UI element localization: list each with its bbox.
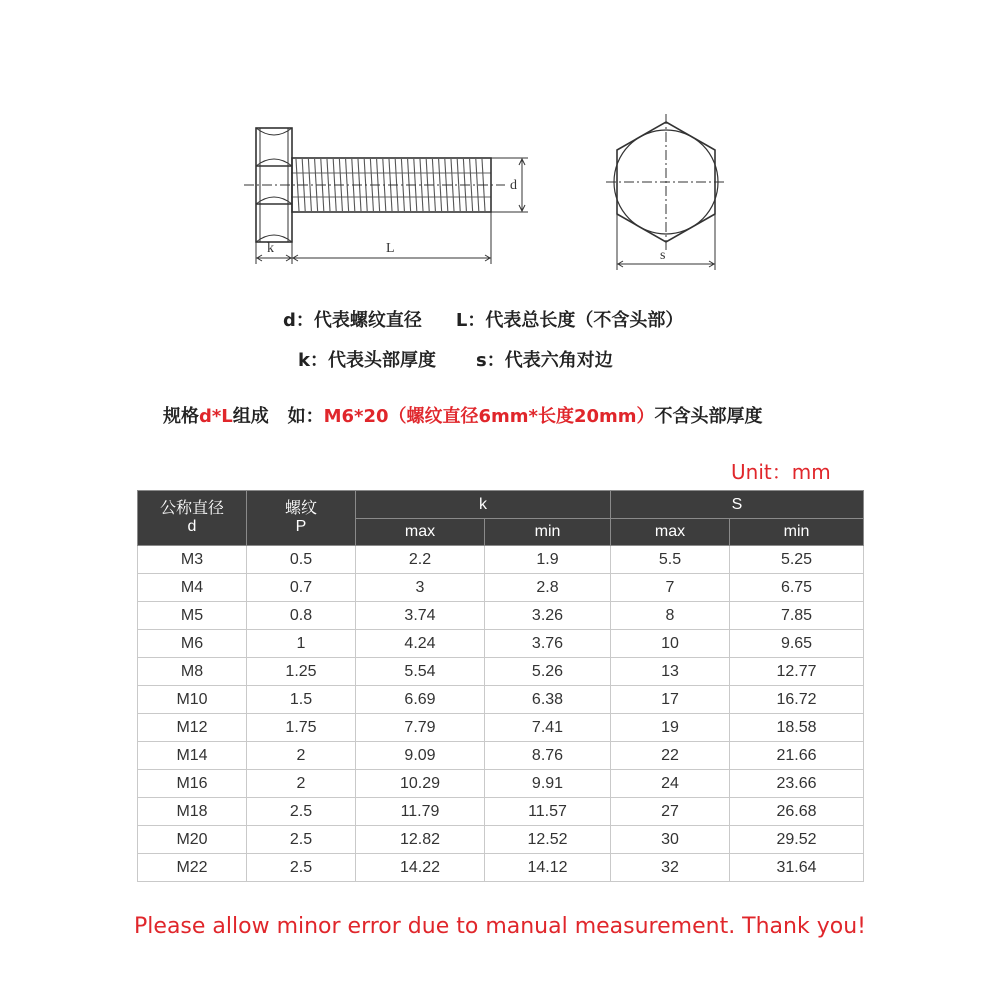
cell-pitch: 2.5 bbox=[247, 826, 356, 854]
table-row bbox=[138, 714, 864, 742]
cell-k-max: 11.79 bbox=[356, 798, 485, 826]
cell-diameter: M22 bbox=[138, 854, 247, 882]
unit-label: Unit：mm bbox=[731, 460, 831, 484]
cell-diameter: M20 bbox=[138, 826, 247, 854]
header-pitch-p: P bbox=[295, 518, 307, 535]
cell-k-min: 14.12 bbox=[485, 854, 611, 882]
label-d: d bbox=[510, 178, 517, 193]
cell-s-min: 18.58 bbox=[730, 714, 864, 742]
cell-k-max: 2.2 bbox=[356, 546, 485, 574]
cell-pitch: 2 bbox=[247, 770, 356, 798]
legend-k: k：代表头部厚度 bbox=[298, 350, 436, 371]
cell-s-min: 31.64 bbox=[730, 854, 864, 882]
cell-k-min: 3.76 bbox=[485, 630, 611, 658]
cell-k-min: 11.57 bbox=[485, 798, 611, 826]
size-table bbox=[137, 490, 864, 882]
legend-s: s：代表六角对边 bbox=[475, 350, 613, 371]
cell-diameter: M10 bbox=[138, 686, 247, 714]
legend-d: d：代表螺纹直径 bbox=[283, 310, 422, 331]
spec-suffix: 不含头部厚度 bbox=[654, 406, 763, 427]
cell-k-max: 12.82 bbox=[356, 826, 485, 854]
header-k: k bbox=[356, 491, 611, 519]
cell-diameter: M12 bbox=[138, 714, 247, 742]
cell-s-max: 24 bbox=[611, 770, 730, 798]
cell-s-max: 10 bbox=[611, 630, 730, 658]
cell-pitch: 1.75 bbox=[247, 714, 356, 742]
table-row bbox=[138, 630, 864, 658]
label-k: k bbox=[267, 241, 274, 256]
spec-dl: d*L bbox=[199, 406, 233, 427]
table-row bbox=[138, 798, 864, 826]
cell-k-max: 14.22 bbox=[356, 854, 485, 882]
cell-k-min: 12.52 bbox=[485, 826, 611, 854]
cell-s-max: 5.5 bbox=[611, 546, 730, 574]
header-s: S bbox=[611, 491, 864, 519]
header-pitch bbox=[247, 491, 356, 546]
cell-s-max: 17 bbox=[611, 686, 730, 714]
cell-pitch: 2.5 bbox=[247, 798, 356, 826]
cell-pitch: 1 bbox=[247, 630, 356, 658]
cell-diameter: M6 bbox=[138, 630, 247, 658]
cell-k-min: 5.26 bbox=[485, 658, 611, 686]
cell-k-min: 9.91 bbox=[485, 770, 611, 798]
cell-diameter: M4 bbox=[138, 574, 247, 602]
cell-s-min: 29.52 bbox=[730, 826, 864, 854]
cell-diameter: M16 bbox=[138, 770, 247, 798]
legend-line-1 bbox=[283, 306, 683, 332]
cell-pitch: 0.7 bbox=[247, 574, 356, 602]
cell-s-min: 9.65 bbox=[730, 630, 864, 658]
cell-s-min: 26.68 bbox=[730, 798, 864, 826]
cell-s-max: 7 bbox=[611, 574, 730, 602]
cell-k-max: 7.79 bbox=[356, 714, 485, 742]
cell-k-min: 7.41 bbox=[485, 714, 611, 742]
cell-k-min: 3.26 bbox=[485, 602, 611, 630]
cell-s-min: 16.72 bbox=[730, 686, 864, 714]
cell-s-max: 27 bbox=[611, 798, 730, 826]
cell-pitch: 1.5 bbox=[247, 686, 356, 714]
header-pitch-cn: 螺纹 bbox=[284, 500, 317, 517]
table-row bbox=[138, 686, 864, 714]
cell-pitch: 2.5 bbox=[247, 854, 356, 882]
disclaimer-note: Please allow minor error due to manual measurement. Thank you! bbox=[134, 914, 866, 939]
cell-k-max: 3.74 bbox=[356, 602, 485, 630]
cell-s-max: 8 bbox=[611, 602, 730, 630]
bolt-diagram bbox=[0, 0, 1000, 290]
table-row bbox=[138, 546, 864, 574]
cell-k-min: 8.76 bbox=[485, 742, 611, 770]
spec-line bbox=[163, 402, 763, 428]
cell-s-max: 32 bbox=[611, 854, 730, 882]
cell-s-min: 5.25 bbox=[730, 546, 864, 574]
cell-pitch: 0.5 bbox=[247, 546, 356, 574]
cell-k-max: 4.24 bbox=[356, 630, 485, 658]
cell-k-max: 10.29 bbox=[356, 770, 485, 798]
header-k-max: max bbox=[356, 519, 485, 546]
cell-diameter: M8 bbox=[138, 658, 247, 686]
cell-s-max: 30 bbox=[611, 826, 730, 854]
cell-s-min: 7.85 bbox=[730, 602, 864, 630]
cell-k-min: 6.38 bbox=[485, 686, 611, 714]
cell-diameter: M5 bbox=[138, 602, 247, 630]
cell-s-max: 22 bbox=[611, 742, 730, 770]
table-row bbox=[138, 770, 864, 798]
cell-s-min: 21.66 bbox=[730, 742, 864, 770]
table-row bbox=[138, 742, 864, 770]
cell-k-max: 6.69 bbox=[356, 686, 485, 714]
header-s-min: min bbox=[730, 519, 864, 546]
cell-k-max: 5.54 bbox=[356, 658, 485, 686]
cell-diameter: M18 bbox=[138, 798, 247, 826]
table-row bbox=[138, 574, 864, 602]
cell-diameter: M3 bbox=[138, 546, 247, 574]
spec-mid: 组成 如： bbox=[232, 406, 324, 427]
header-nominal-cn: 公称直径 bbox=[159, 500, 224, 517]
cell-s-min: 12.77 bbox=[730, 658, 864, 686]
cell-k-max: 9.09 bbox=[356, 742, 485, 770]
table-row bbox=[138, 602, 864, 630]
cell-k-min: 2.8 bbox=[485, 574, 611, 602]
cell-diameter: M14 bbox=[138, 742, 247, 770]
cell-pitch: 1.25 bbox=[247, 658, 356, 686]
header-nominal-diameter bbox=[138, 491, 247, 546]
header-s-max: max bbox=[611, 519, 730, 546]
header-k-min: min bbox=[485, 519, 611, 546]
legend-line-2 bbox=[298, 346, 613, 372]
cell-k-min: 1.9 bbox=[485, 546, 611, 574]
table-row bbox=[138, 854, 864, 882]
table-row bbox=[138, 658, 864, 686]
cell-s-min: 6.75 bbox=[730, 574, 864, 602]
cell-k-max: 3 bbox=[356, 574, 485, 602]
cell-s-min: 23.66 bbox=[730, 770, 864, 798]
table-body bbox=[138, 546, 864, 882]
cell-s-max: 19 bbox=[611, 714, 730, 742]
label-s: s bbox=[660, 248, 666, 263]
spec-example: M6*20（螺纹直径6mm*长度20mm） bbox=[323, 406, 655, 427]
table-row bbox=[138, 826, 864, 854]
spec-prefix: 规格 bbox=[163, 406, 199, 427]
cell-s-max: 13 bbox=[611, 658, 730, 686]
legend-L: L：代表总长度（不含头部） bbox=[455, 310, 684, 331]
label-L: L bbox=[386, 241, 395, 256]
header-nominal-d: d bbox=[187, 518, 197, 535]
cell-pitch: 2 bbox=[247, 742, 356, 770]
cell-pitch: 0.8 bbox=[247, 602, 356, 630]
